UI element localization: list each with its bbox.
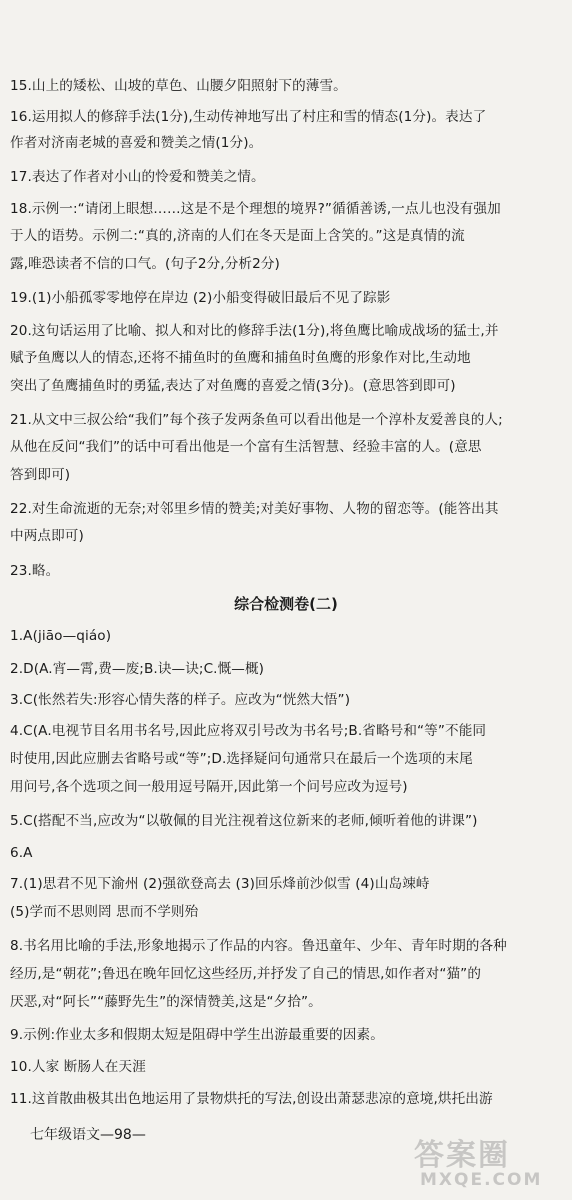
answer-line-18b: 于人的语势。示例二:“真的,济南的人们在冬天是面上含笑的。”这是真情的流 xyxy=(10,228,465,244)
answer-line-20b: 赋予鱼鹰以人的情态,还将不捕鱼时的鱼鹰和捕鱼时鱼鹰的形象作对比,生动地 xyxy=(10,350,471,366)
answer-line-7a: 7.(1)思君不见下渝州 (2)强欲登高去 (3)回乐烽前沙似雪 (4)山岛竦峙 xyxy=(10,876,430,892)
answer-line-8c: 厌恶,对“阿长”“藤野先生”的深情赞美,这是“夕拾”。 xyxy=(10,994,322,1010)
answer-line-15: 15.山上的矮松、山坡的草色、山腰夕阳照射下的薄雪。 xyxy=(10,78,347,94)
watermark-logo-text: 答案圈 xyxy=(414,1138,510,1173)
answer-line-2: 2.D(A.宵—霄,费—废;B.诀—诀;C.慨—概) xyxy=(10,661,265,677)
answer-line-6: 6.A xyxy=(10,845,33,861)
answer-line-18a: 18.示例一:“请闭上眼想……这是不是个理想的境界?”循循善诱,一点儿也没有强加 xyxy=(10,201,501,217)
answer-line-5: 5.C(搭配不当,应改为“以敬佩的目光注视着这位新来的老师,倾听着他的讲课”) xyxy=(10,813,478,829)
watermark-url: MXQE.COM xyxy=(420,1170,543,1190)
answer-line-16b: 作者对济南老城的喜爱和赞美之情(1分)。 xyxy=(10,135,263,151)
answer-line-20c: 突出了鱼鹰捕鱼时的勇猛,表达了对鱼鹰的喜爱之情(3分)。(意思答到即可) xyxy=(10,378,456,394)
section-title: 综合检测卷(二) xyxy=(234,595,338,613)
answer-line-8b: 经历,是“朝花”;鲁迅在晚年回忆这些经历,并抒发了自己的情思,如作者对“猫”的 xyxy=(10,966,482,982)
answer-line-9: 9.示例:作业太多和假期太短是阻碍中学生出游最重要的因素。 xyxy=(10,1027,384,1043)
answer-line-4b: 时使用,因此应删去省略号或“等”;D.选择疑问句通常只在最后一个选项的末尾 xyxy=(10,751,473,767)
answer-line-21c: 答到即可) xyxy=(10,467,71,483)
answer-line-4a: 4.C(A.电视节目名用书名号,因此应将双引号改为书名号;B.省略号和“等”不能同 xyxy=(10,723,487,739)
answer-line-22a: 22.对生命流逝的无奈;对邻里乡情的赞美;对美好事物、人物的留恋等。(能答出其 xyxy=(10,501,499,517)
answer-line-17: 17.表达了作者对小山的怜爱和赞美之情。 xyxy=(10,169,265,185)
answer-line-8a: 8.书名用比喻的手法,形象地揭示了作品的内容。鲁迅童年、少年、青年时期的各种 xyxy=(10,938,507,954)
answer-line-19: 19.(1)小船孤零零地停在岸边 (2)小船变得破旧最后不见了踪影 xyxy=(10,290,391,306)
answer-line-18c: 露,唯恐读者不信的口气。(句子2分,分析2分) xyxy=(10,256,280,272)
answer-line-11: 11.这首散曲极其出色地运用了景物烘托的写法,创设出萧瑟悲凉的意境,烘托出游 xyxy=(10,1091,493,1107)
answer-line-4c: 用问号,各个选项之间一般用逗号隔开,因此第一个问号应改为逗号) xyxy=(10,779,408,795)
watermark-logo xyxy=(412,1130,562,1192)
answer-line-7b: (5)学而不思则罔 思而不学则殆 xyxy=(10,904,199,920)
page-footer: 七年级语文—98— xyxy=(30,1127,146,1143)
answer-line-16a: 16.运用拟人的修辞手法(1分),生动传神地写出了村庄和雪的情态(1分)。表达了 xyxy=(10,109,487,125)
answer-line-20a: 20.这句话运用了比喻、拟人和对比的修辞手法(1分),将鱼鹰比喻成战场的猛士,并 xyxy=(10,323,499,339)
answer-line-3: 3.C(怅然若失:形容心情失落的样子。应改为“恍然大悟”) xyxy=(10,692,351,708)
answer-line-22b: 中两点即可) xyxy=(10,528,84,544)
answer-line-10: 10.人家 断肠人在天涯 xyxy=(10,1059,146,1075)
answer-line-21b: 从他在反问“我们”的话中可看出他是一个富有生活智慧、经验丰富的人。(意思 xyxy=(10,439,482,455)
answer-line-1: 1.A(jiāo—qiáo) xyxy=(10,628,112,644)
answer-line-21a: 21.从文中三叔公给“我们”每个孩子发两条鱼可以看出他是一个淳朴友爱善良的人; xyxy=(10,412,503,428)
answer-line-23: 23.略。 xyxy=(10,563,60,579)
